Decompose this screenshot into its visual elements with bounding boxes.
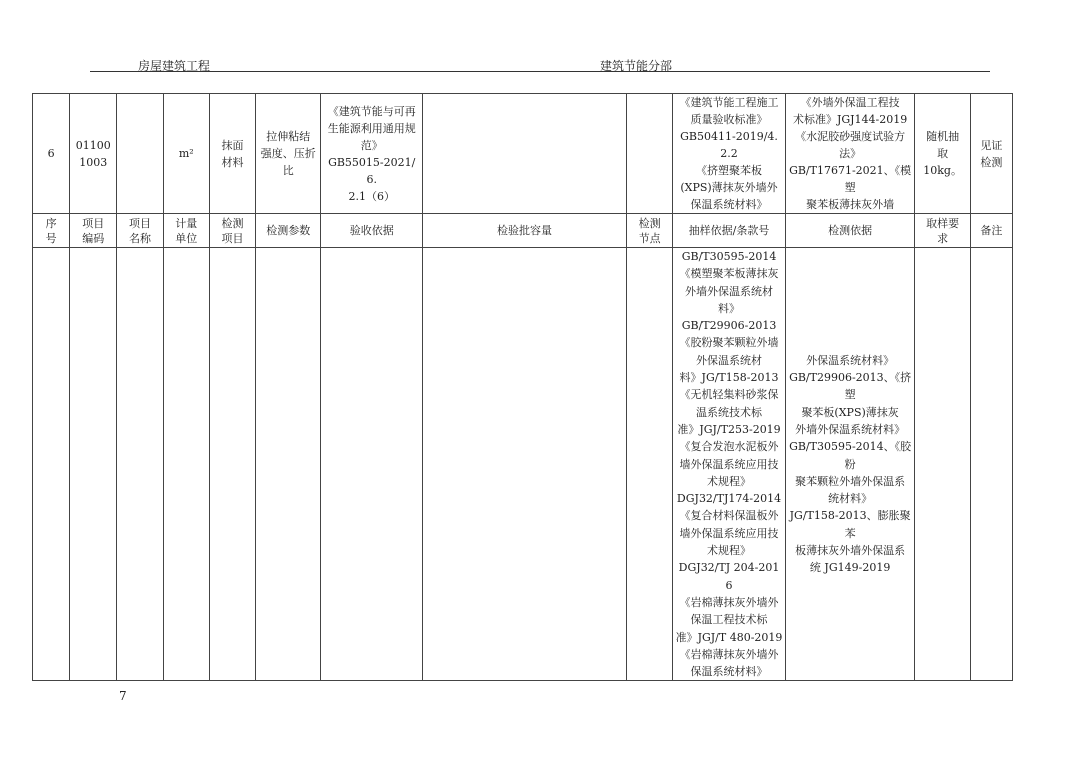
accept-basis-cell: 《建筑节能与可再 生能源利用通用规 范》 GB55015-2021/6. 2.1（6） xyxy=(321,94,423,214)
empty-cell xyxy=(33,248,70,681)
sampling-basis-cell: 《建筑节能工程施工 质量验收标准》 GB50411-2019/4.2.2 《挤塑聚苯板 (XPS)薄抹灰外墙外 保温系统材料》 xyxy=(673,94,786,214)
col-header-sample-req: 取样要 求 xyxy=(915,214,970,248)
empty-cell xyxy=(117,248,163,681)
node-cell xyxy=(627,94,673,214)
table-row xyxy=(33,94,1013,214)
item-cell: 抹面 材料 xyxy=(209,94,255,214)
col-header-node: 检测 节点 xyxy=(627,214,673,248)
param-cell: 拉伸粘结 强度、压折 比 xyxy=(256,94,321,214)
test-basis-cell: 《外墙外保温工程技 术标准》JGJ144-2019 《水泥胶砂强度试验方 法》 GB/T17671-2021、《模塑 聚苯板薄抹灰外墙 xyxy=(785,94,915,214)
empty-cell xyxy=(422,248,626,681)
header-project-name: 房屋建筑工程 xyxy=(138,59,211,73)
empty-cell xyxy=(627,248,673,681)
table-row xyxy=(33,248,1013,681)
test-basis-continued-cell: 外保温系统材料》 GB/T29906-2013、《挤塑 聚苯板(XPS)薄抹灰 外墙外保温系统材料》 GB/T30595-2014、《胶粉 聚苯颗粒外墙外保温系 统材料》 JG/T158-2013、膨胀聚苯 板薄抹灰外墙外保温系 统 JG149-2019 xyxy=(785,248,915,681)
batch-cell xyxy=(422,94,626,214)
header-section-name: 建筑节能分部 xyxy=(600,59,673,73)
col-header-name: 项目 名称 xyxy=(117,214,163,248)
col-header-unit: 计量 单位 xyxy=(163,214,209,248)
col-header-remark: 备注 xyxy=(970,214,1012,248)
page-number: 7 xyxy=(119,689,127,703)
col-header-item: 检测 项目 xyxy=(209,214,255,248)
empty-cell xyxy=(209,248,255,681)
sample-req-cell: 随机抽 取 10kg。 xyxy=(915,94,970,214)
col-header-accept-basis: 验收依据 xyxy=(321,214,423,248)
empty-cell xyxy=(321,248,423,681)
header-divider xyxy=(90,71,990,72)
remark-cell: 见证 检测 xyxy=(970,94,1012,214)
col-header-seq: 序 号 xyxy=(33,214,70,248)
unit-cell: m² xyxy=(163,94,209,214)
name-cell xyxy=(117,94,163,214)
inspection-table xyxy=(32,93,1013,681)
col-header-param: 检测参数 xyxy=(256,214,321,248)
col-header-test-basis: 检测依据 xyxy=(785,214,915,248)
empty-cell xyxy=(256,248,321,681)
col-header-sampling-basis: 抽样依据/条款号 xyxy=(673,214,786,248)
empty-cell xyxy=(915,248,970,681)
code-cell: 01100 1003 xyxy=(70,94,117,214)
sampling-basis-continued-cell: GB/T30595-2014 《模塑聚苯板薄抹灰 外墙外保温系统材 料》 GB/T29906-2013 《胶粉聚苯颗粒外墙 外保温系统材 料》JG/T158-2013 《无机轻集料砂浆保 温系统技术标 准》JGJ/T253-2019 《复合发泡水泥板外 墙外保温系统应用技 术规程》 DGJ32/TJ174-2014 《复合材料保温板外 墙外保温系统应用技 术规程》 DGJ32/TJ 204-2016 《岩棉薄抹灰外墙外 保温工程技术标 准》JGJ/T 480-2019 《岩棉薄抹灰外墙外 保温系统材料》 xyxy=(673,248,786,681)
column-header-row xyxy=(33,214,1013,248)
seq-cell: 6 xyxy=(33,94,70,214)
empty-cell xyxy=(970,248,1012,681)
col-header-code: 项目 编码 xyxy=(70,214,117,248)
col-header-batch: 检验批容量 xyxy=(422,214,626,248)
empty-cell xyxy=(70,248,117,681)
empty-cell xyxy=(163,248,209,681)
